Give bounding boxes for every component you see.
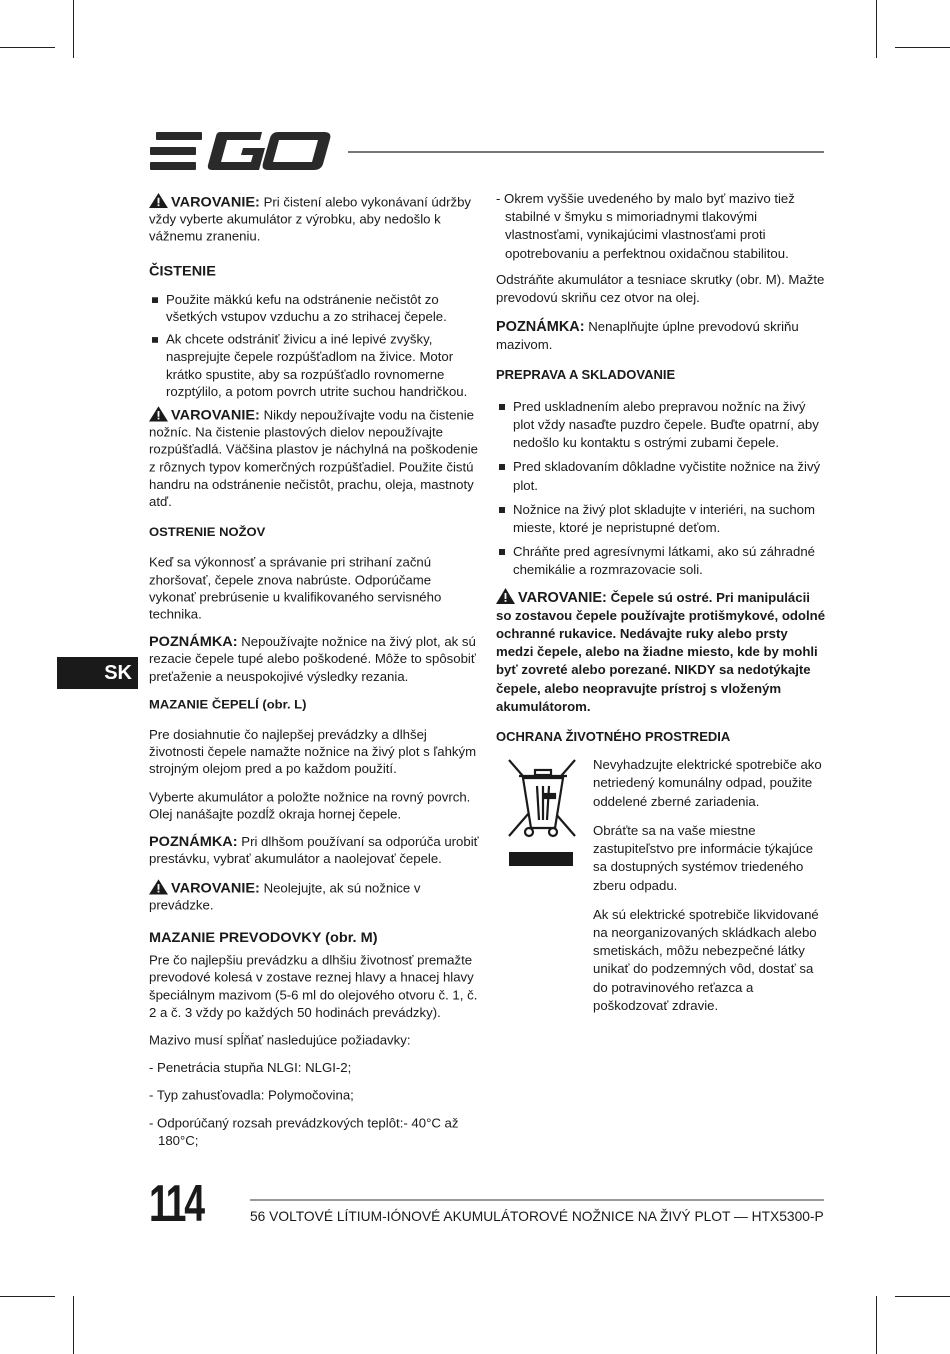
warning-text: Pri čistení alebo vykonávaní údržby vždy vyberte akumulátor z výrobku, aby nedošlo k vážnemu zraneniu. <box>149 194 472 244</box>
note-block <box>149 834 479 869</box>
section-title-blade-lube: MAZANIE ČEPELÍ (obr. L) <box>149 697 307 712</box>
note-block <box>496 318 826 354</box>
crop-mark <box>895 47 950 48</box>
warning-triangle-icon <box>496 588 515 604</box>
crop-mark <box>73 1296 74 1354</box>
paragraph: Nevyhadzujte elektrické spotrebiče ako netriedený komunálny odpad, použite oddelené zberné zariadenia. <box>593 757 822 809</box>
header-rule <box>348 151 824 153</box>
environment-row <box>496 756 826 1026</box>
warning-block <box>149 406 479 510</box>
requirement-item: - Okrem vyššie uvedeného by malo byť mazivo tiež stabilné v šmyku s mimoriadnymi tlakovými vlastnosťami, vynikajúcimi vlastnosťami proti opotrebovaniu a perfektnou oxidačnou stabilitou. <box>496 191 795 261</box>
note-label: POZNÁMKA: <box>496 319 585 336</box>
page-number: 114 <box>149 1175 203 1233</box>
note-text: Pri dlhšom používaní sa odporúča urobiť prestávku, vybrať akumulátor a naolejovať čepele. <box>149 834 479 867</box>
requirement-item: - Penetrácia stupňa NLGI: NLGI-2; <box>149 1060 352 1075</box>
list-item: Pred uskladnením alebo prepravou nožníc na živý plot vždy nasaďte puzdro čepele. Buďte opatrní, aby nedošlo ku kontaktu s ostrými zubami čepele. <box>496 398 826 453</box>
list-item: Chráňte pred agresívnymi látkami, ako sú záhradné chemikálie a rozmrazovacie soli. <box>496 543 826 579</box>
weee-crossed-bin-icon <box>505 756 581 868</box>
crop-mark <box>0 1296 55 1297</box>
warning-block <box>496 588 826 716</box>
crop-mark <box>73 0 74 58</box>
requirement-item: - Odporúčaný rozsah prevádzkových teplôt:- 40°C až 180°C; <box>149 1115 459 1148</box>
paragraph: Ak sú elektrické spotrebiče likvidované na neorganizovaných skládkach alebo smetiskách, môžu nebezpečné látky unikať do podzemných vôd, dostať sa do potravinového reťazca a poškodzovať zdravie. <box>593 906 819 1013</box>
note-label: POZNÁMKA: <box>149 635 238 651</box>
paragraph: Pre dosiahnutie čo najlepšej prevádzky a dlhšej životnosti čepele namažte nožnice na živý plot s ľahkým strojným olejom pred a po každom použití. <box>149 727 477 777</box>
section-title-cleaning: ČISTENIE <box>149 263 216 279</box>
paragraph: Pre čo najlepšiu prevádzku a dlhšiu životnosť premažte prevodové kolesá v zostave reznej hlavy a hnacej hlavy špeciálnym mazivom (5-6 ml do olejového otvoru č. 1, č. 2 a č. 3 vždy po každých 50 hodinách prevádzky). <box>149 953 478 1020</box>
warning-text: Neolejujte, ak sú nožnice v prevádzke. <box>149 880 421 913</box>
environment-text <box>593 756 826 1026</box>
warning-block <box>149 879 479 914</box>
warning-text: Čepele sú ostré. Pri manipulácii so zostavou čepele používajte protišmykové, odolné ochranné rukavice. Nedávajte ruky alebo prsty medzi čepele, alebo na žiadne miesto, kde by mohli byť zovreté alebo porezané. NIKDY sa nedotýkajte čepele, alebo neopravujte prístroj s vloženým akumulátorom. <box>496 589 826 714</box>
note-text: Nepoužívajte nožnice na živý plot, ak sú rezacie čepele tupé alebo poškodené. Môže to spôsobiť preťaženie a neuspokojivé výsledky rezania. <box>149 635 476 684</box>
section-title-sharpening: OSTRENIE NOŽOV <box>149 525 266 540</box>
warning-triangle-icon <box>149 406 168 421</box>
left-column <box>149 193 479 1160</box>
note-block <box>149 634 479 686</box>
warning-triangle-icon <box>149 193 168 208</box>
warning-label: VAROVANIE: <box>518 589 607 606</box>
warning-text: Nikdy nepoužívajte vodu na čistenie nožníc. Na čistenie plastových dielov nepoužívajte rozpúšťadlá. Väčšina plastov je náchylná na poškodenie z rôznych typov komerčných rozpúšťadiel. Použite čistú handru na odstránenie nečistôt, prachu, oleja, mastnoty atď. <box>149 408 478 509</box>
crop-mark <box>876 0 877 58</box>
right-column <box>496 190 826 1026</box>
footer-title: 56 VOLTOVÉ LÍTIUM-IÓNOVÉ AKUMULÁTOROVÉ NOŽNICE NA ŽIVÝ PLOT — HTX5300-P <box>250 1208 824 1224</box>
section-title-transport: PREPRAVA A SKLADOVANIE <box>496 366 676 382</box>
crop-mark <box>895 1296 950 1297</box>
ego-logo <box>150 130 332 172</box>
paragraph: Keď sa výkonnosť a správanie pri strihaní začnú zhoršovať, čepele znova nabrúste. Odporúčame vykonať prebrúsenie u kvalifikovaného servisného technika. <box>149 555 442 622</box>
section-title-gearbox: MAZANIE PREVODOVKY (obr. M) <box>149 930 378 946</box>
warning-label: VAROVANIE: <box>171 408 260 424</box>
note-text: Nenaplňujte úplne prevodovú skriňu mazivom. <box>496 319 799 353</box>
note-label: POZNÁMKA: <box>149 834 238 851</box>
footer-rule <box>250 1199 824 1201</box>
list-item: Ak chcete odstrániť živicu a iné lepivé zvyšky, nasprejujte čepele rozpúšťadlom na živice. Motor krátko spustite, aby sa rozpúšťadlo rovnomerne rozptýlilo, a potom povrch utrite suchou handričkou. <box>149 332 479 401</box>
language-tab: SK <box>57 657 138 689</box>
warning-label: VAROVANIE: <box>171 194 260 211</box>
warning-label: VAROVANIE: <box>171 880 260 896</box>
paragraph: Obráťte sa na vaše miestne zastupiteľstvo pre informácie týkajúce sa dostupných systémov triedeného zberu odpadu. <box>593 822 814 893</box>
paragraph: Odstráňte akumulátor a tesniace skrutky (obr. M). Mažte prevodovú skriňu cez otvor na olej. <box>496 271 825 306</box>
paragraph: Vyberte akumulátor a položte nožnice na rovný povrch. Olej nanášajte pozdĺž okraja hornej čepele. <box>149 789 471 822</box>
crop-mark <box>0 47 55 48</box>
section-title-environment: OCHRANA ŽIVOTNÉHO PROSTREDIA <box>496 729 731 745</box>
list-item: Použite mäkkú kefu na odstránenie nečistôt zo všetkých vstupov vzduchu a zo strihacej čepele. <box>149 291 479 326</box>
cleaning-list <box>149 291 479 400</box>
transport-list <box>496 398 826 580</box>
paragraph: Mazivo musí spĺňať nasledujúce požiadavky: <box>149 1032 411 1048</box>
warning-triangle-icon <box>149 879 168 894</box>
warning-block <box>149 193 479 246</box>
list-item: Pred skladovaním dôkladne vyčistite nožnice na živý plot. <box>496 458 826 494</box>
crop-mark <box>876 1296 877 1354</box>
list-item: Nožnice na živý plot skladujte v interiéri, na suchom mieste, ktoré je nepristupné deťom. <box>496 501 826 537</box>
requirement-item: - Typ zahusťovadla: Polymočovina; <box>149 1088 354 1103</box>
